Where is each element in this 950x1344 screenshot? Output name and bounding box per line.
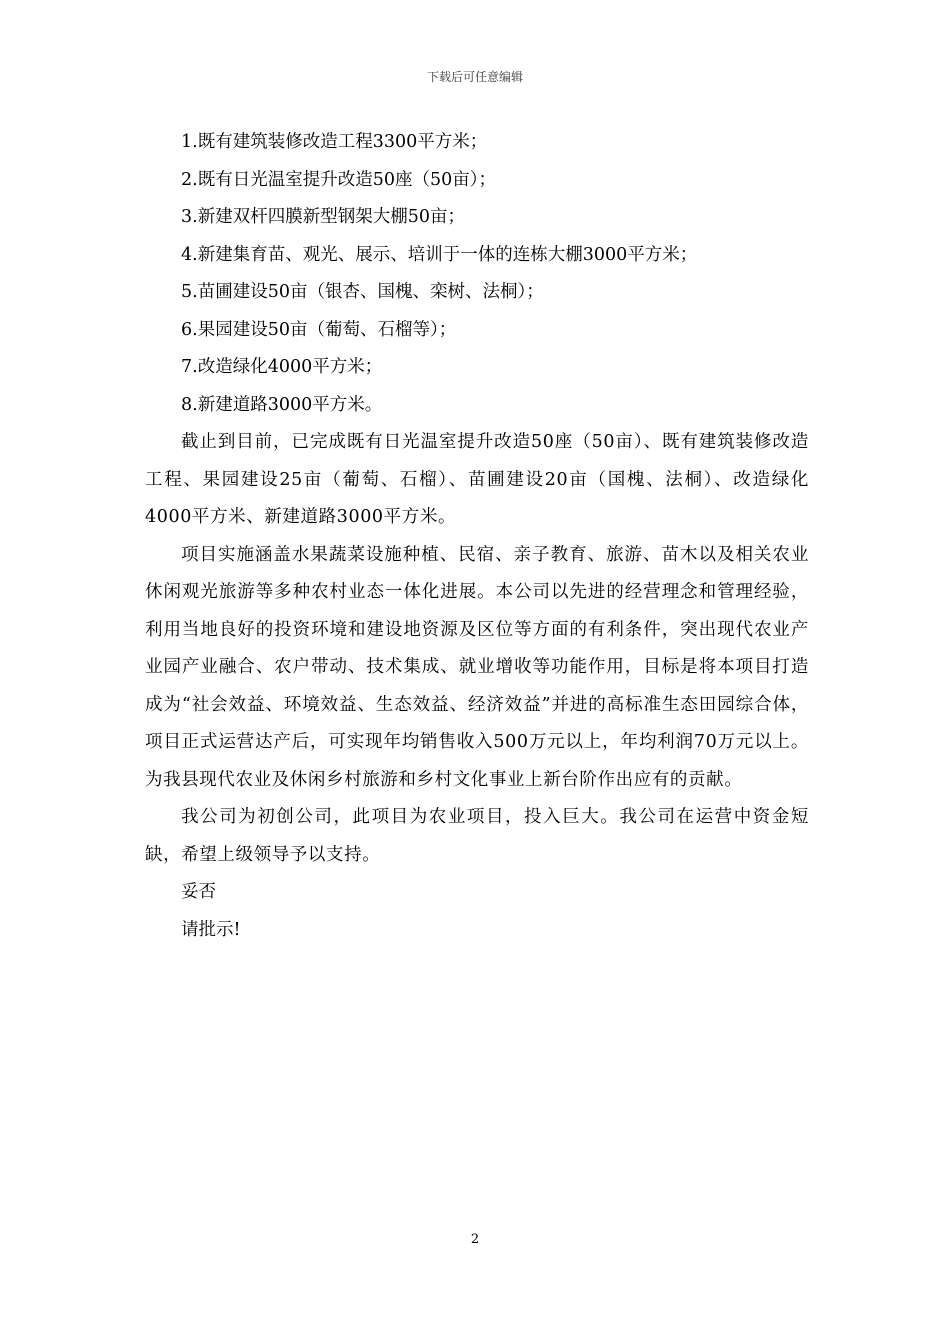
list-item: 1.既有建筑装修改造工程3300平方米； xyxy=(181,132,488,152)
document-body xyxy=(145,124,809,949)
page-number: 2 xyxy=(470,1232,480,1247)
list-item: 7.改造绿化4000平方米； xyxy=(181,357,383,377)
list-item: 3.新建双杆四膜新型钢架大棚50亩； xyxy=(181,207,465,227)
list-item: 8.新建道路3000平方米。 xyxy=(181,394,383,415)
project-description-paragraph: 项目实施涵盖水果蔬菜设施种植、民宿、亲子教育、旅游、苗木以及相关农业休闲观光旅游等多种农村业态一体化进展。本公司以先进的经营理念和管理经验，利用当地良好的投资环境和建设地资源及区位等方面的有利条件，突出现代农业产业园产业融合、农户带动、技术集成、就业增收等功能作用，目标是将本项目打造成为“社会效益、环境效益、生态效益、经济效益”并进的高标准生态田园综合体，项目正式运营达产后，可实现年均销售收入500万元以上，年均利润70万元以上。为我县现代农业及休闲乡村旅游和乡村文化事业上新台阶作出应有的贡献。 xyxy=(145,544,809,790)
list-item: 4.新建集育苗、观光、展示、培训于一体的连栋大棚3000平方米； xyxy=(181,244,698,265)
page-header: 下载后可任意编辑 xyxy=(426,70,523,84)
funding-request-paragraph: 我公司为初创公司，此项目为农业项目，投入巨大。我公司在运营中资金短缺，希望上级领导予以支持。 xyxy=(145,807,809,865)
list-item: 5.苗圃建设50亩（银杏、国槐、栾树、法桐）； xyxy=(181,282,544,302)
progress-paragraph: 截止到目前，已完成既有日光温室提升改造50座（50亩）、既有建筑装修改造工程、果园建设25亩（葡萄、石榴）、苗圃建设20亩（国槐、法桐）、改造绿化4000平方米、新建道路3000平方米。 xyxy=(145,432,809,527)
list-item: 2.既有日光温室提升改造50座（50亩）； xyxy=(181,169,496,190)
closing-line-1: 妥否 xyxy=(181,882,216,902)
closing-line-2: 请批示! xyxy=(181,919,241,940)
list-item: 6.果园建设50亩（葡萄、石榴等）； xyxy=(181,319,457,340)
